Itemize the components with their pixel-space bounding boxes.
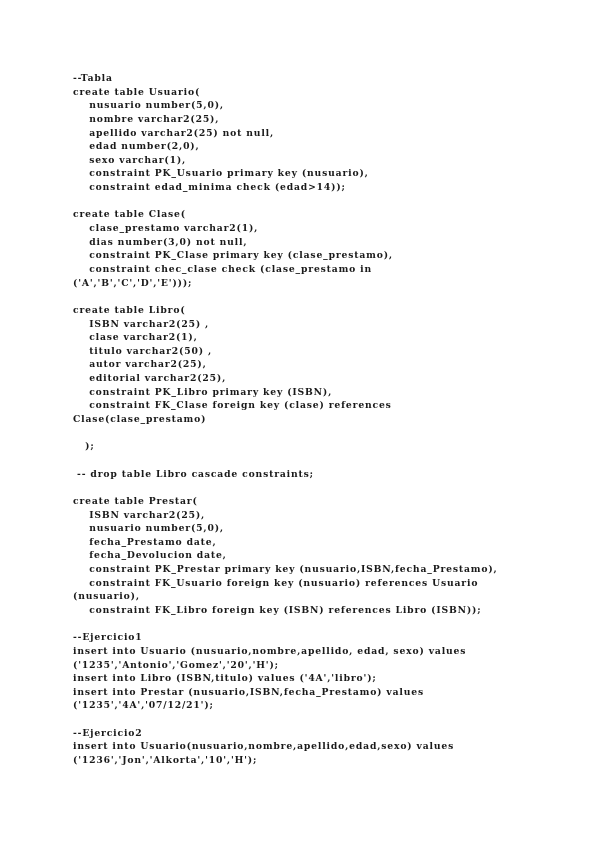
- code-line: dias number(3,0) not null,: [73, 236, 248, 248]
- code-line: fecha_Devolucion date,: [73, 550, 227, 562]
- code-line: ('1236','Jon','Alkorta','10','H');: [73, 755, 258, 767]
- create-clase-header: create table Clase(: [73, 209, 186, 221]
- create-libro-header: create table Libro(: [73, 304, 186, 316]
- code-line: editorial varchar2(25),: [73, 373, 227, 385]
- code-line: apellido varchar2(25) not null,: [73, 127, 275, 139]
- code-line: Clase(clase_prestamo): [73, 414, 207, 426]
- code-line: ISBN varchar2(25) ,: [73, 318, 210, 330]
- code-line: insert into Usuario(nusuario,nombre,apellido,edad,sexo) values: [73, 741, 455, 753]
- code-line: constraint chec_clase check (clase_prestamo in: [73, 263, 373, 275]
- code-line: clase_prestamo varchar2(1),: [73, 223, 259, 235]
- create-usuario-header: create table Usuario(: [73, 86, 201, 98]
- code-line: insert into Prestar (nusuario,ISBN,fecha_Prestamo) values: [73, 686, 424, 698]
- code-line: constraint PK_Clase primary key (clase_prestamo),: [73, 250, 393, 262]
- blank-line: [73, 713, 573, 727]
- code-line: titulo varchar2(50) ,: [73, 345, 212, 357]
- code-line: fecha_Prestamo date,: [73, 536, 217, 548]
- blank-line: [73, 454, 573, 468]
- code-line: constraint PK_Usuario primary key (nusuario),: [73, 168, 369, 180]
- blank-line: [73, 481, 573, 495]
- code-line: (nusuario),: [73, 591, 140, 603]
- code-line: clase varchar2(1),: [73, 332, 198, 344]
- code-line: insert into Usuario (nusuario,nombre,apellido, edad, sexo) values: [73, 645, 467, 657]
- create-prestar-header: create table Prestar(: [73, 495, 198, 507]
- code-line: constraint FK_Libro foreign key (ISBN) references Libro (ISBN));: [73, 604, 482, 616]
- blank-line: [73, 290, 573, 304]
- code-line: sexo varchar(1),: [73, 154, 187, 166]
- code-line: nusuario number(5,0),: [73, 523, 224, 535]
- comment-drop-table: -- drop table Libro cascade constraints;: [73, 468, 314, 480]
- blank-line: [73, 427, 573, 441]
- code-line: nombre varchar2(25),: [73, 113, 220, 125]
- code-line: insert into Libro (ISBN,titulo) values ('4A','libro');: [73, 673, 377, 685]
- code-line: constraint PK_Libro primary key (ISBN),: [73, 386, 333, 398]
- code-line: ('1235','Antonio','Gomez','20','H');: [73, 659, 279, 671]
- code-line: nusuario number(5,0),: [73, 100, 224, 112]
- blank-line: [73, 618, 573, 632]
- code-line: constraint FK_Clase foreign key (clase) references: [73, 400, 392, 412]
- code-line: edad number(2,0),: [73, 141, 200, 153]
- code-line: constraint FK_Usuario foreign key (nusuario) references Usuario: [73, 577, 479, 589]
- sql-document: [73, 72, 573, 768]
- code-line: ISBN varchar2(25),: [73, 509, 206, 521]
- code-line: constraint edad_minima check (edad>14));: [73, 182, 346, 194]
- code-line: autor varchar2(25),: [73, 359, 207, 371]
- comment-tabla: --Tabla: [73, 73, 113, 84]
- comment-ejercicio1: --Ejercicio1: [73, 632, 143, 644]
- code-line: constraint PK_Prestar primary key (nusuario,ISBN,fecha_Prestamo),: [73, 564, 498, 576]
- code-line: );: [73, 441, 95, 453]
- comment-ejercicio2: --Ejercicio2: [73, 727, 143, 739]
- code-line: ('1235','4A','07/12/21');: [73, 700, 214, 712]
- blank-line: [73, 195, 573, 209]
- code-line: ('A','B','C','D','E')));: [73, 277, 193, 289]
